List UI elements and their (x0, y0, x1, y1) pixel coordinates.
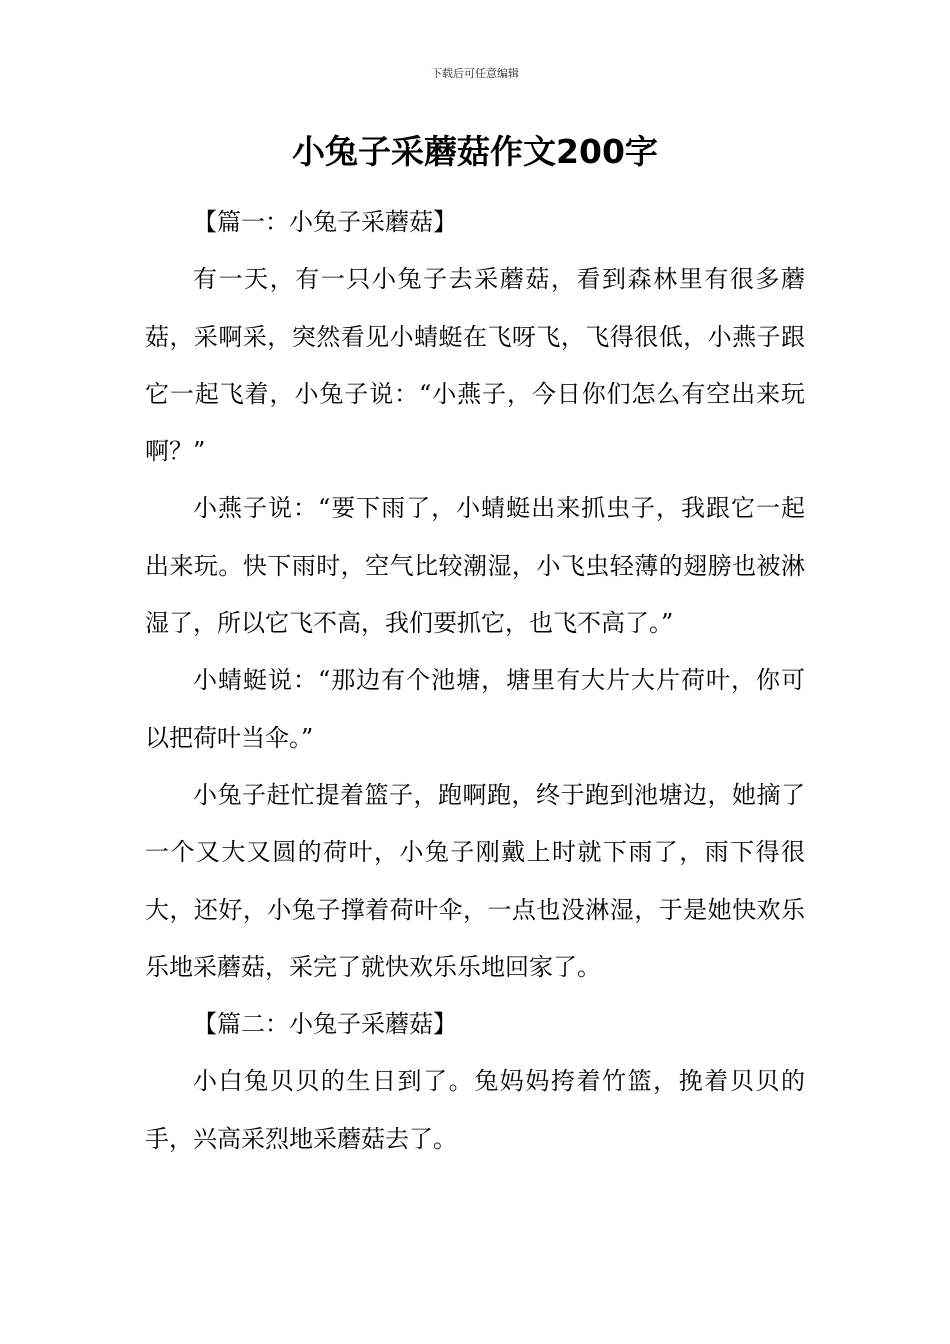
paragraph: 小兔子赶忙提着篮子，跑啊跑，终于跑到池塘边，她摘了一个又大又圆的荷叶，小兔子刚戴上时就下雨了，雨下得很大，还好，小兔子撑着荷叶伞，一点也没淋湿，于是她快欢乐乐地采蘑菇，采完了就快欢乐乐地回家了。 (145, 780, 805, 981)
paragraph: 小蜻蜓说：“那边有个池塘，塘里有大片大片荷叶，你可以把荷叶当伞。” (145, 666, 805, 752)
section-heading-1: 【篇一：小兔子采蘑菇】 (193, 208, 457, 236)
document-body (145, 194, 805, 1168)
section-heading-2: 【篇二：小兔子采蘑菇】 (193, 1010, 457, 1039)
paragraph: 小白兔贝贝的生日到了。兔妈妈挎着竹篮，挽着贝贝的手，兴高采烈地采蘑菇去了。 (145, 1067, 805, 1153)
paragraph: 小燕子说：“要下雨了，小蜻蜓出来抓虫子，我跟它一起出来玩。快下雨时，空气比较潮湿，小飞虫轻薄的翅膀也被淋湿了，所以它飞不高，我们要抓它，也飞不高了。” (145, 494, 805, 638)
paragraph: 有一天，有一只小兔子去采蘑菇，看到森林里有很多蘑菇，采啊采，突然看见小蜻蜓在飞呀飞，飞得很低，小燕子跟它一起飞着，小兔子说：“小燕子，今日你们怎么有空出来玩啊？” (145, 265, 805, 466)
document-title: 小兔子采蘑菇作文200字 (292, 132, 658, 171)
header-note: 下载后可任意编辑 (431, 67, 519, 80)
